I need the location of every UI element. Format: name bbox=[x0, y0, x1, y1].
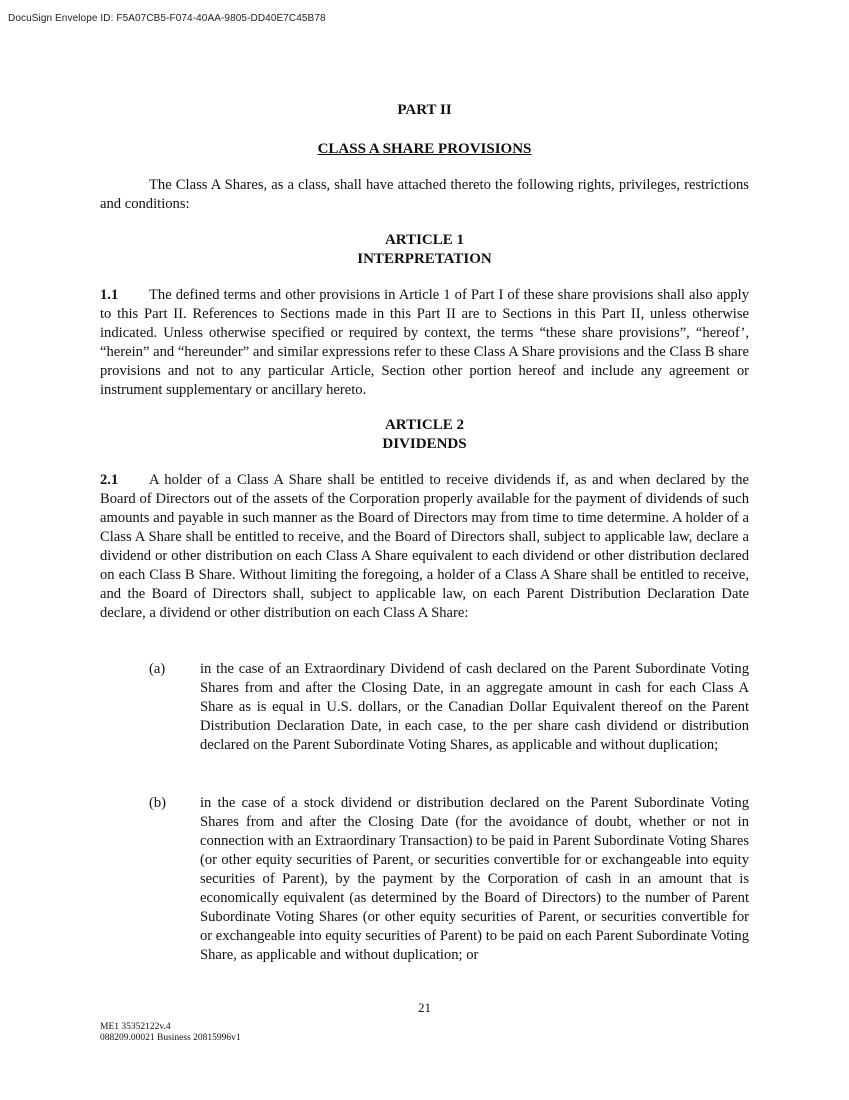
section-1-1-number: 1.1 bbox=[100, 287, 119, 303]
article-1-heading bbox=[100, 231, 749, 269]
article-1-subtitle: INTERPRETATION bbox=[357, 251, 492, 267]
docusign-envelope-id: DocuSign Envelope ID: F5A07CB5-F074-40AA-9805-DD40E7C45B78 bbox=[8, 13, 326, 24]
list-item-label: (a) bbox=[149, 661, 166, 677]
section-2-1 bbox=[100, 471, 749, 623]
class-title: CLASS A SHARE PROVISIONS bbox=[317, 141, 532, 157]
list-item-text: in the case of a stock dividend or distribution declared on the Parent Subordinate Voting Shares from and after the Closing Date (for the avoidance of doubt, whether or not in connection with an Extraordinary Transaction) to be paid in Parent Subordinate Voting Shares (or other equity securities of Parent, or securities convertible for or exchangeable into equity securities of Parent), by the payment by the Corporation of cash in an amount that is economically equivalent (as determined by the Board of Directors) to the number of Parent Subordinate Voting Shares (or other equity securities of Parent, or securities convertible for or exchangeable into equity securities of Parent) to be paid on each Parent Subordinate Voting Share, as applicable and without duplication; or bbox=[200, 795, 750, 963]
list-item-label: (b) bbox=[149, 795, 167, 811]
footer-line-1: ME1 35352122v.4 bbox=[100, 1022, 171, 1032]
article-1-title: ARTICLE 1 bbox=[384, 232, 465, 248]
article-2-heading bbox=[100, 416, 749, 454]
section-2-1-text: A holder of a Class A Share shall be entitled to receive dividends if, as and when declared by the Board of Directors out of the assets of the Corporation properly available for the payment of dividends of such amounts and payable in such manner as the Board of Directors may from time to time determine. A holder of a Class A Share shall be entitled to receive, and the Board of Directors shall, subject to applicable law, declare a dividend or other distribution on each Class A Share equivalent to each dividend or other distribution declared on each Class B Share. Without limiting the foregoing, a holder of a Class A Share shall be entitled to receive, and the Board of Directors shall, subject to applicable law, on each Parent Distribution Declaration Date declare, a dividend or other distribution on each Class A Share: bbox=[100, 472, 749, 621]
section-1-1 bbox=[100, 286, 749, 400]
section-2-1-number: 2.1 bbox=[100, 472, 119, 488]
article-2-title: ARTICLE 2 bbox=[384, 417, 465, 433]
intro-paragraph: The Class A Shares, as a class, shall have attached thereto the following rights, privileges, restrictions and conditions: bbox=[100, 177, 749, 212]
footer-line-2: 088209.00021 Business 20815996v1 bbox=[100, 1033, 241, 1043]
page-number: 21 bbox=[418, 1000, 431, 1015]
document-footer bbox=[100, 1022, 241, 1044]
section-1-1-text: The defined terms and other provisions in Article 1 of Part I of these share provisions shall also apply to this Part II. References to Sections made in this Part II are to Sections in this Part II, unless otherwise indicated. Unless otherwise specified or required by context, the terms “these share provisions”, “hereof’, “herein” and “hereunder” and similar expressions refer to these Class A Share provisions and the Class B share provisions and not to any particular Article, Section other portion hereof and include any agreement or instrument supplementary or ancillary hereto. bbox=[100, 287, 749, 398]
list-item-text: in the case of an Extraordinary Dividend of cash declared on the Parent Subordinate Voting Shares from and after the Closing Date, in an aggregate amount in cash for each Class A Share as is equal in U.S. dollars, or the Canadian Dollar Equivalent thereof on the Parent Distribution Declaration Date, in each case, to the per share cash dividend or distribution declared on the Parent Subordinate Voting Shares, as applicable and without duplication; bbox=[200, 661, 749, 753]
part-title: PART II bbox=[397, 102, 452, 118]
article-2-subtitle: DIVIDENDS bbox=[382, 436, 467, 452]
